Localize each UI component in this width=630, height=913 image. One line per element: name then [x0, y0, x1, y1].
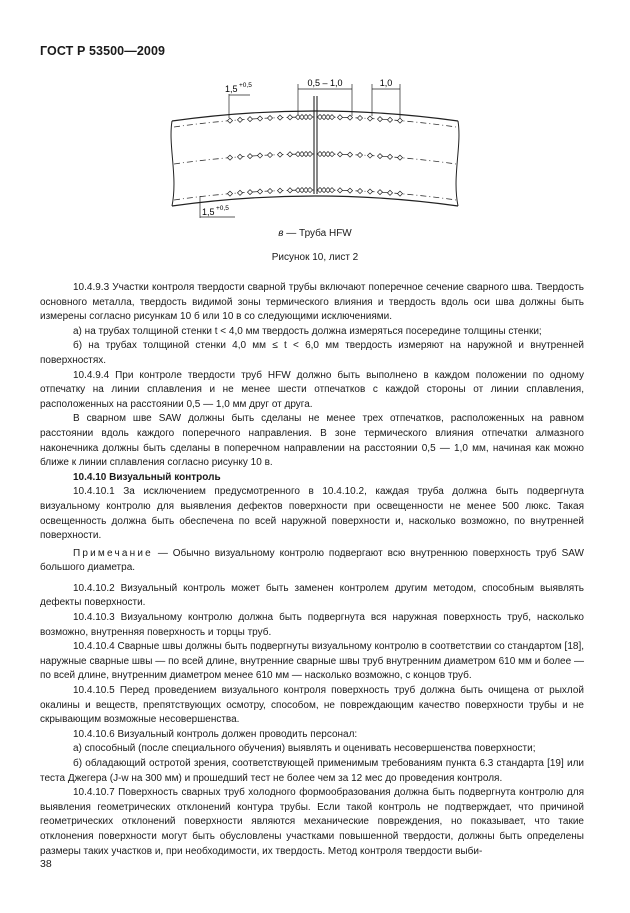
paragraph: 10.4.10.7 Поверхность сварных труб холодного формообразования должна быть подвергнута контролю для выявления геометрических отклонений контура трубы. Если такой контроль не подтверждает, что причиной геометрических отклонений поверхности являются механические повреждения, но показывает, что такие отклонения поверхности могут быть обусловлены участками повышенной твердости, должны быть определены размеры таких участков и, при необходимости, их твердость. Метод контроля твердости выби-	[40, 787, 584, 857]
paragraph: 10.4.10.3 Визуальному контролю должна быть подвергнута вся наружная поверхность труб, насколько возможно, внутренняя поверхность и торцы труб.	[40, 612, 584, 638]
indentation-mark	[329, 115, 334, 120]
indentation-mark	[377, 117, 382, 122]
inner-measurement-row	[174, 190, 456, 200]
indentation-mark	[387, 117, 392, 122]
indentation-mark	[357, 188, 362, 193]
dimension-label: 0,5 – 1,0	[307, 78, 343, 88]
indentation-mark	[337, 188, 342, 193]
dimension-tolerance: +0,5	[239, 82, 252, 89]
indentation-mark	[257, 189, 262, 194]
indentation-mark	[227, 191, 232, 196]
hfw-pipe-diagram	[160, 76, 470, 226]
dimension-label: 1,5	[202, 207, 215, 217]
left-break-line	[171, 121, 174, 206]
indentation-mark	[267, 115, 272, 120]
indentation-mark	[307, 114, 312, 119]
figure-subcaption	[0, 228, 630, 239]
paragraph: 10.4.9.3 Участки контроля твердости сварной трубы включают поперечное сечение сварного шва. Твердость основного металла, твердость видимой зоны термического влияния и твердость вдоль оси шва должны быть измерены согласно рисункам 10 б или 10 в со следующими исключениями.	[40, 282, 584, 323]
paragraph: 10.4.10.6 Визуальный контроль должен проводить персонал:	[73, 728, 358, 740]
indentation-mark	[347, 188, 352, 193]
page-number: 38	[40, 858, 52, 870]
subcaption-letter: в	[278, 228, 284, 239]
indentation-mark	[277, 152, 282, 157]
paragraph: 10.4.10.4 Сварные швы должны быть подвергнуты визуальному контролю в соответствии со стандартом [18], наружные сварные швы — по всей длине, внутренние сварные швы труб внутренним диаметром 610 мм и более — по всей длине, внутренним диаметром менее 610 мм — насколько возможно, с концов труб.	[40, 641, 584, 682]
indentation-mark	[387, 154, 392, 159]
indentation-mark	[367, 153, 372, 158]
indentation-mark	[247, 154, 252, 159]
subcaption-text: — Труба HFW	[283, 228, 352, 239]
indentation-mark	[237, 117, 242, 122]
indentation-mark	[287, 152, 292, 157]
indentation-mark	[277, 188, 282, 193]
indentation-mark	[307, 151, 312, 156]
indentation-mark	[267, 152, 272, 157]
indentation-mark	[397, 191, 402, 196]
right-break-line	[456, 121, 459, 206]
indentation-mark	[257, 116, 262, 121]
document-header: ГОСТ Р 53500—2009	[40, 44, 166, 58]
note-paragraph	[40, 547, 584, 576]
indentation-mark	[227, 155, 232, 160]
indentation-mark	[337, 115, 342, 120]
paragraph: а) на трубах толщиной стенки t < 4,0 мм твердость должна измеряться посередине толщины стенки;	[73, 325, 542, 337]
indentation-mark	[337, 152, 342, 157]
outer-measurement-row	[174, 117, 456, 127]
indentation-mark	[367, 116, 372, 121]
indentation-mark	[377, 190, 382, 195]
indentation-mark	[227, 118, 232, 123]
indentation-mark	[397, 155, 402, 160]
indentation-mark	[267, 188, 272, 193]
indentation-mark	[287, 115, 292, 120]
indentation-mark	[307, 187, 312, 192]
indentation-mark	[357, 152, 362, 157]
paragraph: 10.4.10.1 За исключением предусмотренного в 10.4.10.2, каждая труба должна быть подвергнута визуальному контролю для выявления дефектов поверхности при освещенности не менее 500 люкс. Такая освещенность должна быть обеспечена по всей наружной поверхности и, насколько возможно, по внутренней поверхности.	[40, 486, 584, 542]
paragraph: В сварном шве SAW должны быть сделаны не менее трех отпечатков, расположенных на равном расстоянии вдоль каждого поперечного направления. В зоне термического влияния отпечатки алмазного наконечника должны быть сделаны в поперечном направлении на расстоянии 0,5 — 1,0 мм, начиная как можно ближе к линии сплавления согласно рисунку 10 в.	[40, 413, 584, 469]
indentation-mark	[367, 189, 372, 194]
indentation-mark	[257, 153, 262, 158]
figure-caption: Рисунок 10, лист 2	[271, 252, 359, 263]
note-label: Примечание	[73, 547, 153, 559]
indentation-mark	[237, 154, 242, 159]
document-body	[40, 281, 584, 859]
paragraph: б) на трубах толщиной стенки 4,0 мм ≤ t < 6,0 мм твердость измеряют на наружной и внутренней поверхностях.	[40, 340, 584, 366]
middle-measurement-row	[174, 154, 456, 164]
indentation-mark	[277, 115, 282, 120]
dimension-label: 1,5	[225, 84, 238, 94]
indentation-mark	[237, 190, 242, 195]
paragraph: 10.4.10.5 Перед проведением визуального контроля поверхность труб должна быть очищена от рыхлой окалины и веществ, препятствующих осмотру, способом, не повреждающим качество поверхности трубы и не скрывающим возможные несовершенства.	[40, 685, 584, 726]
indentation-mark	[247, 117, 252, 122]
dimension-tolerance: +0,5	[216, 205, 229, 212]
indentation-mark	[329, 188, 334, 193]
indentation-mark	[357, 115, 362, 120]
indentation-marks	[227, 114, 402, 196]
indentation-mark	[329, 152, 334, 157]
paragraph: 10.4.10.2 Визуальный контроль может быть заменен контролем другим методом, способным выявлять дефекты поверхности.	[40, 582, 584, 609]
indentation-mark	[387, 190, 392, 195]
section-heading: 10.4.10 Визуальный контроль	[73, 471, 221, 483]
dimension-label: 1,0	[379, 78, 393, 88]
indentation-mark	[377, 154, 382, 159]
weld-hardness-figure	[160, 76, 470, 226]
indentation-mark	[287, 188, 292, 193]
indentation-mark	[397, 118, 402, 123]
paragraph: б) обладающий остротой зрения, соответствующей применимым требованиям пункта 6.3 стандарта [19] или теста Джегера (J-w на 300 мм) и прошедший тест не более чем за 12 мес до проведения контроля.	[40, 758, 584, 784]
outer-surface-line	[172, 111, 458, 121]
paragraph: а) способный (после специального обучения) выявлять и оценивать несовершенства поверхности;	[73, 743, 536, 755]
inner-surface-line	[172, 196, 458, 206]
indentation-mark	[347, 152, 352, 157]
note-text: — Обычно визуальному контролю подвергают всю внутреннюю поверхность труб SAW большого диаметра.	[40, 547, 584, 574]
indentation-mark	[247, 190, 252, 195]
paragraph: 10.4.9.4 При контроле твердости труб HFW должно быть выполнено в каждом положении по одному отпечатку на линии сплавления и не менее шести отпечатков с каждой стороны от линии сплавления, расположенных на расстоянии 0,5 — 1,0 мм друг от друга.	[40, 369, 584, 410]
